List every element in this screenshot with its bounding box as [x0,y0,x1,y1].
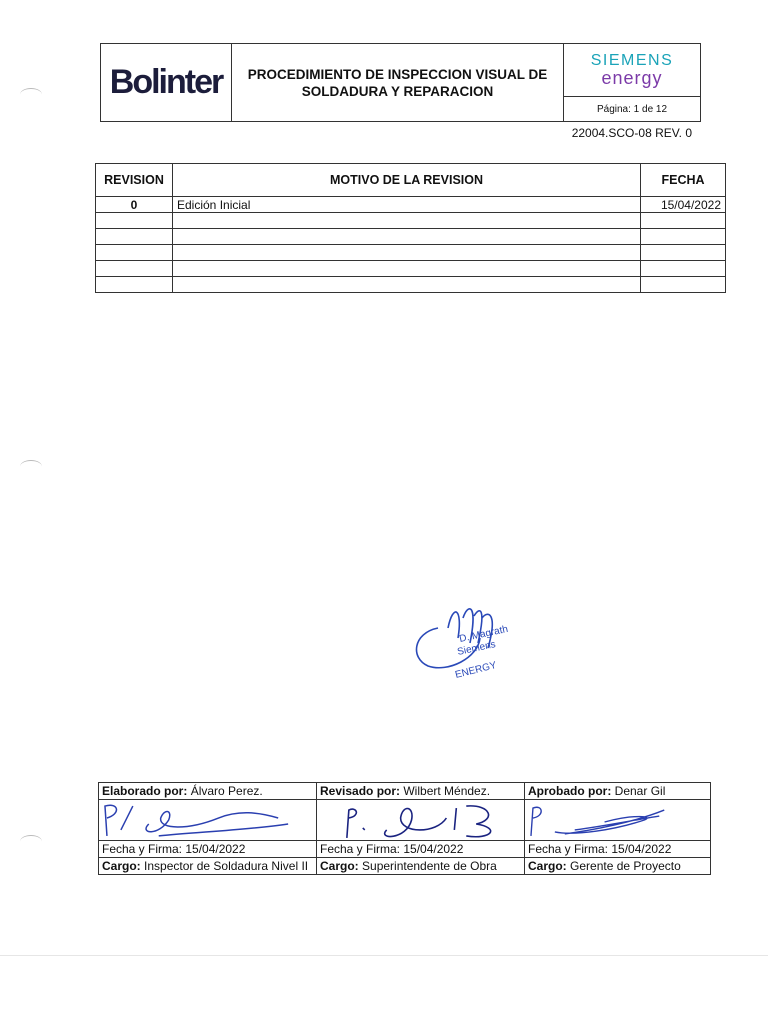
elaborado-cell [99,783,317,800]
stamp-line1: D. Magrath [458,623,510,645]
brand-cell [564,44,700,121]
handwritten-signature [525,800,710,840]
table-row [96,197,726,213]
revisado-fecha: Fecha y Firma: 15/04/2022 [317,841,525,858]
revision-cell [96,245,173,261]
approval-stamp [408,598,518,688]
table-row [96,213,726,229]
fecha-cell [641,261,726,277]
handwritten-signature [317,800,524,840]
elaborado-cargo: Inspector de Soldadura Nivel II [144,859,309,873]
revisado-name: Wilbert Méndez. [403,784,491,798]
signature-image-row [99,800,711,841]
aprobado-cargo-cell [525,858,711,875]
aprobado-label: Aprobado por: [528,784,612,798]
signature-cargo-row [99,858,711,875]
company-logo-text: Bolinter [109,63,223,101]
brand-line1: SIEMENS [590,52,674,69]
revisado-cell [317,783,525,800]
fecha-cell [641,245,726,261]
revision-cell [96,261,173,277]
revision-col-header: REVISION [96,164,173,197]
fecha-cell [641,229,726,245]
table-row [96,229,726,245]
motivo-cell: Edición Inicial [173,197,641,213]
motivo-cell [173,213,641,229]
table-row [96,261,726,277]
document-title-cell [232,44,564,121]
elaborado-signature [99,800,317,841]
fecha-cell [641,213,726,229]
page-bottom-divider [0,955,768,956]
document-code: 22004.SCO-08 REV. 0 [571,126,692,140]
cargo-label: Cargo: [320,859,359,873]
aprobado-fecha: Fecha y Firma: 15/04/2022 [525,841,711,858]
fecha-col-header: FECHA [641,164,726,197]
aprobado-signature [525,800,711,841]
signature-dates-row [99,841,711,858]
page-number: Página: 1 de 12 [596,103,668,115]
revision-header-row [96,164,726,197]
motivo-cell [173,277,641,293]
revision-cell: 0 [96,197,173,213]
handwritten-signature [99,800,316,840]
document-header [100,43,701,122]
signatures-table [98,782,711,875]
signature-names-row [99,783,711,800]
document-title: PROCEDIMIENTO DE INSPECCION VISUAL DE SOLDADURA Y REPARACION [247,66,548,99]
siemens-energy-logo [564,44,700,97]
revision-cell [96,277,173,293]
revisado-signature [317,800,525,841]
revision-cell [96,213,173,229]
revisado-cargo: Superintendente de Obra [362,859,497,873]
fecha-cell: 15/04/2022 [641,197,726,213]
stamp-line3: ENERGY [454,660,498,681]
aprobado-cell [525,783,711,800]
elaborado-cargo-cell [99,858,317,875]
elaborado-fecha: Fecha y Firma: 15/04/2022 [99,841,317,858]
elaborado-label: Elaborado por: [102,784,188,798]
cargo-label: Cargo: [528,859,567,873]
revisado-label: Revisado por: [320,784,401,798]
company-logo [101,44,232,121]
revisado-cargo-cell [317,858,525,875]
revision-table [95,163,726,293]
aprobado-cargo: Gerente de Proyecto [570,859,681,873]
punch-hole-mark [20,88,42,101]
elaborado-name: Álvaro Perez. [190,784,263,798]
motivo-cell [173,261,641,277]
table-row [96,277,726,293]
motivo-cell [173,229,641,245]
motivo-cell [173,245,641,261]
aprobado-name: Denar Gil [614,784,666,798]
revision-cell [96,229,173,245]
brand-line2: energy [601,68,663,88]
fecha-cell [641,277,726,293]
punch-hole-mark [20,835,42,848]
cargo-label: Cargo: [102,859,141,873]
punch-hole-mark [20,460,42,473]
motivo-col-header: MOTIVO DE LA REVISION [173,164,641,197]
table-row [96,245,726,261]
stamp-line2: Siemens [456,639,497,658]
